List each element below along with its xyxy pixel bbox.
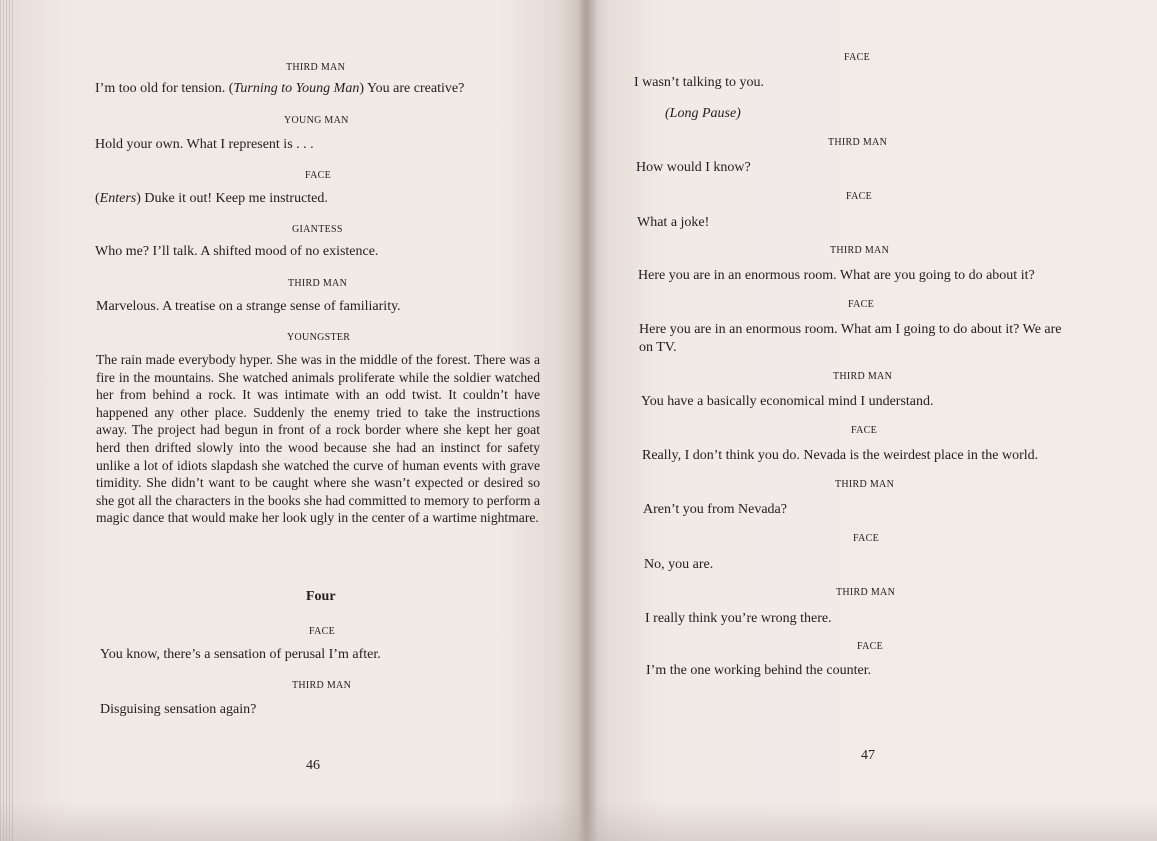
speaker-label: FACE xyxy=(305,170,332,181)
speaker-label: YOUNGSTER xyxy=(287,332,351,343)
speaker-label: FACE xyxy=(853,533,880,544)
dialogue-line: I’m too old for tension. (Turning to Young Man) You are creative? xyxy=(95,81,465,96)
section-heading: Four xyxy=(306,589,336,604)
speaker-label: THIRD MAN xyxy=(835,479,895,490)
dialogue-line: I’m the one working behind the counter. xyxy=(646,663,872,678)
right-page xyxy=(586,0,1157,841)
speaker-label: THIRD MAN xyxy=(288,278,348,289)
left-page xyxy=(14,0,586,841)
speaker-label: THIRD MAN xyxy=(292,680,352,691)
speaker-label: FACE xyxy=(848,299,875,310)
dialogue-line: You know, there’s a sensation of perusal I’m after. xyxy=(100,647,381,662)
page-number: 47 xyxy=(861,748,875,763)
speaker-label: THIRD MAN xyxy=(833,371,893,382)
dialogue-line: Here you are in an enormous room. What are you going to do about it? xyxy=(638,268,1035,283)
speaker-label: THIRD MAN xyxy=(830,245,890,256)
stage-direction: (Long Pause) xyxy=(665,106,741,121)
speaker-label: THIRD MAN xyxy=(286,62,346,73)
dialogue-line: Marvelous. A treatise on a strange sense of familiarity. xyxy=(96,299,401,314)
speaker-label: YOUNG MAN xyxy=(284,115,349,126)
speaker-label: FACE xyxy=(309,626,336,637)
speaker-label: THIRD MAN xyxy=(836,587,896,598)
speaker-label: FACE xyxy=(857,641,884,652)
speaker-label: FACE xyxy=(846,191,873,202)
dialogue-line: No, you are. xyxy=(644,557,714,572)
dialogue-line: How would I know? xyxy=(636,160,751,175)
dialogue-line: You have a basically economical mind I understand. xyxy=(641,394,934,409)
speaker-label: THIRD MAN xyxy=(828,137,888,148)
dialogue-line: Hold your own. What I represent is . . . xyxy=(95,137,314,152)
dialogue-line: Aren’t you from Nevada? xyxy=(643,502,787,517)
speaker-label: FACE xyxy=(844,52,871,63)
dialogue-line: What a joke! xyxy=(637,215,710,230)
dialogue-line: (Enters) Duke it out! Keep me instructed. xyxy=(95,191,328,206)
dialogue-line: Disguising sensation again? xyxy=(100,702,257,717)
page-number: 46 xyxy=(306,758,320,773)
page-edges xyxy=(0,0,14,841)
dialogue-line: Here you are in an enormous room. What am I going to do about it? We are xyxy=(639,322,1062,337)
dialogue-line: I wasn’t talking to you. xyxy=(634,75,765,90)
dialogue-line: Really, I don’t think you do. Nevada is the weirdest place in the world. xyxy=(642,448,1039,463)
dialogue-line: Who me? I’ll talk. A shifted mood of no existence. xyxy=(95,244,379,259)
monologue-paragraph: The rain made everybody hyper. She was in the middle of the forest. There was a fire in the mountains. She watched animals proliferate while the soldier watched her from behind a rock. It was intimate with an odd twist. It couldn’t have happened any other place. Suddenly the enemy tried to take the instructions away. The project had begun in front of a rock border where she kept her goat herd then drifted slowly into the wood because she had an instinct for safety unlike a lot of idiots slapdash she watched the curve of human events with grave timidity. She didn’t want to be caught where she wasn’t expected or desired so she got all the characters in the books she had committed to memory to perform a magic dance that would make her look ugly in the center of a wartime nightmare. xyxy=(96,352,540,526)
dialogue-line: I really think you’re wrong there. xyxy=(645,611,832,626)
book-gutter xyxy=(578,0,598,841)
dialogue-line-continued: on TV. xyxy=(639,340,677,355)
speaker-label: FACE xyxy=(851,425,878,436)
speaker-label: GIANTESS xyxy=(292,224,343,235)
